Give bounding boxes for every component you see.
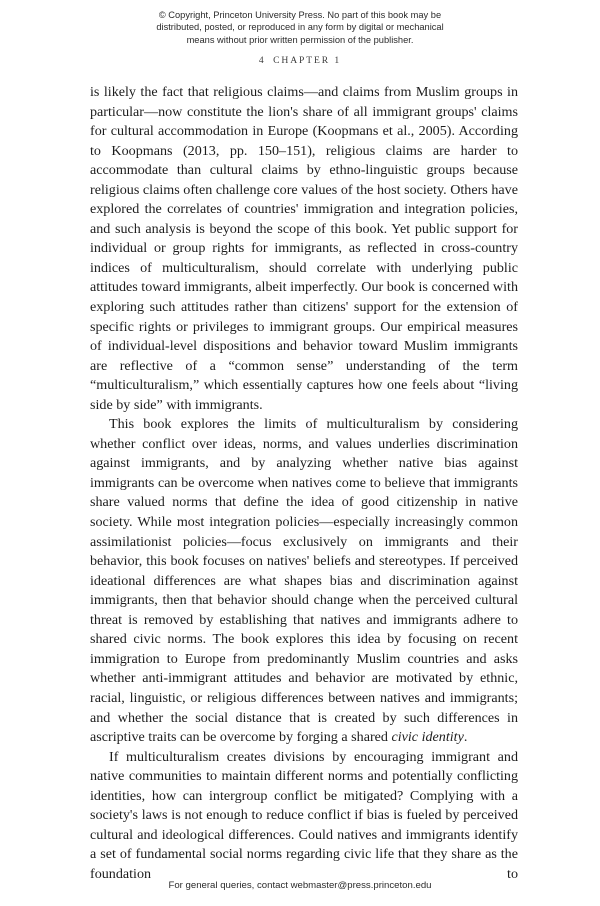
running-head [0,55,600,66]
page-number: 4 [258,55,265,66]
copyright-line-1: © Copyright, Princeton University Press. No part of this book may be [158,10,442,20]
page-body [90,83,518,904]
page-footer [0,880,600,891]
copyright-notice [128,9,472,46]
chapter-label: CHAPTER 1 [273,55,342,66]
paragraph-2-text: This book explores the limits of multiculturalism by considering whether conflict over ideas, norms, and values underlies discrimination against immigrants, and by analyzing whether native bias against immigrants can be overcome when natives come to believe that immigrants share valued norms that define the idea of good citizenship in native society. While most integration policies—especially increasingly common assimilationist policies—focus exclusively on immigrants and their behavior, this book focuses on natives' beliefs and stereotypes. If perceived ideational differences are what shapes bias and discrimination against immigrants, then that behavior should change when the perceived cultural threat is removed by establishing that natives and immigrants adhere to shared civic norms. The book explores this idea by focusing on recent immigration to Europe from predominantly Muslim countries and asks whether anti-immigrant attitudes and behavior are motivated by ethnic, racial, linguistic, or religious differences between natives and immigrants; and whether the social distance that is created by such differences in ascriptive traits can be overcome by forging a shared [90,416,518,746]
copyright-line-2: distributed, posted, or reproduced in any form by digital or mechanical [156,22,444,33]
copyright-line-3: means without prior written permission of the publisher. [186,34,414,45]
emphasis-civic-identity: civic identity [391,729,464,746]
paragraph-2-tail: . [463,729,468,746]
footer-contact-text: For general queries, contact webmaster@press.princeton.edu [168,880,432,891]
paragraph-this-book-explores [90,415,518,747]
paragraph-continued: is likely the fact that religious claims—and claims from Muslim groups in particular—now constitute the lion's share of all immigrant groups' claims for cultural accommodation in Europe (Koopmans et al., 2005). According to Koopmans (2013, pp. 150–151), religious claims are harder to accommodate than cultural claims by ethno-linguistic groups because religious claims often challenge core values of the host society. Others have explored the correlates of countries' immigration and integration policies, and such analysis is beyond the scope of this book. Yet public support for individual or group rights for immigrants, as reflected in cross-country indices of multiculturalism, should correlate with underlying public attitudes toward immigrants, albeit imperfectly. Our book is concerned with exploring such attitudes rather than citizens' support for the extension of specific rights or privileges to immigrant groups. Our empirical measures of individual-level dispositions and behavior toward Muslim immigrants are reflective of a “common sense” understanding of the term “multiculturalism,” which essentially captures how one feels about “living side by side” with immigrants. [90,84,518,413]
paragraph-if-multiculturalism: If multiculturalism creates divisions by encouraging immigrant and native communities to maintain different norms and potentially conflicting identities, how can intergroup conflict be mitigated? Complying with a society's laws is not enough to reduce conflict if bias is fueled by perceived cultural and ideological differences. Could natives and immigrants identify a set of fundamental social norms regarding civic life that they share as the foundation to [90,748,518,882]
